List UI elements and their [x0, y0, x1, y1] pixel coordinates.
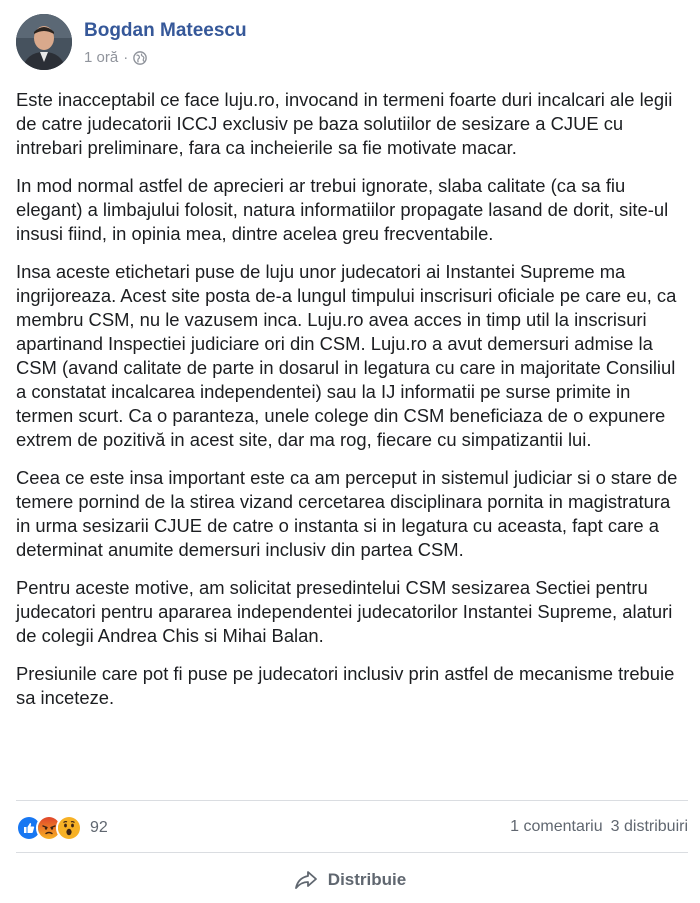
- divider: [16, 800, 688, 801]
- reaction-count[interactable]: 92: [90, 819, 108, 836]
- share-button[interactable]: [0, 870, 700, 890]
- author-name[interactable]: Bogdan Mateescu: [84, 20, 247, 41]
- post-meta: [84, 49, 147, 66]
- post-paragraph: In mod normal astfel de aprecieri ar trebui ignorate, slaba calitate (ca sa fiu elegant) a limbajului folosit, natura informatiilor propagate lasand de dorit, site-ul insusi fiind, in opinia mea, dintre acelea greu frecventabile.: [16, 175, 669, 244]
- wow-icon: [56, 815, 82, 841]
- engagement-stats: [510, 818, 688, 836]
- avatar-image: [16, 14, 72, 70]
- post-paragraph: Pentru aceste motive, am solicitat presedintelui CSM sesizarea Sectiei pentru judecatori pentru apararea independentei judecatorilor Instantei Supreme, alaturi de colegii Andrea Chis si Mihai Balan.: [16, 577, 673, 646]
- globe-icon[interactable]: [133, 51, 147, 65]
- post-body: [16, 88, 686, 724]
- post-paragraph: Ceea ce este insa important este ca am perceput in sistemul judiciar si o stare de temere pornind de la stirea vizand cercetarea disciplinara pornita in magistratura in urma sesizarii CJUE de catre o instanta si in legatura cu aceasta, fapt care a determinat anumite demersuri inclusiv din partea CSM.: [16, 467, 678, 560]
- divider: [16, 852, 688, 853]
- post-header: [16, 14, 686, 74]
- post-time[interactable]: 1 oră: [84, 49, 119, 66]
- meta-separator: ·: [123, 49, 129, 66]
- share-label: Distribuie: [327, 870, 407, 889]
- post-paragraph: Este inacceptabil ce face luju.ro, invocand in termeni foarte duri incalcari ale legii de catre judecatorii ICCJ exclusiv pe baza solutiilor de sesizare a CJUE cu intrebari preliminare, fara ca incheierile sa fie motivate macar.: [16, 89, 673, 158]
- shares-count[interactable]: 3 distribuiri: [610, 818, 688, 835]
- comments-count[interactable]: 1 comentariu: [510, 818, 603, 835]
- post-paragraph: Presiunile care pot fi puse pe judecatori inclusiv prin astfel de mecanisme trebuie sa inceteze.: [16, 663, 675, 708]
- share-icon: [294, 870, 318, 890]
- avatar[interactable]: [16, 14, 72, 70]
- reactions-summary[interactable]: [16, 814, 108, 842]
- post-paragraph: Insa aceste etichetari puse de luju unor judecatori ai Instantei Supreme ma ingrijoreaza. Acest site posta de-a lungul timpului inscrisuri oficiale pe care eu, ca membru CSM, nu le vazusem inca. Luju.ro avea acces in timp util la inscrisuri apartinand Inspectiei judiciare ori din CSM. Luju.ro a avut demersuri admise la CSM (avand calitate de parte in dosarul in legatura cu care in majoritate Consiliul a constatat incalcarea independentei) sau la IJ informatii pe surse primite in termen scurt. Ca o paranteza, unele colege din CSM beneficiaza de o expunere extrem de pozitivă in acest site, dar ma rog, fiecare cu simpatizantii lui.: [16, 261, 677, 450]
